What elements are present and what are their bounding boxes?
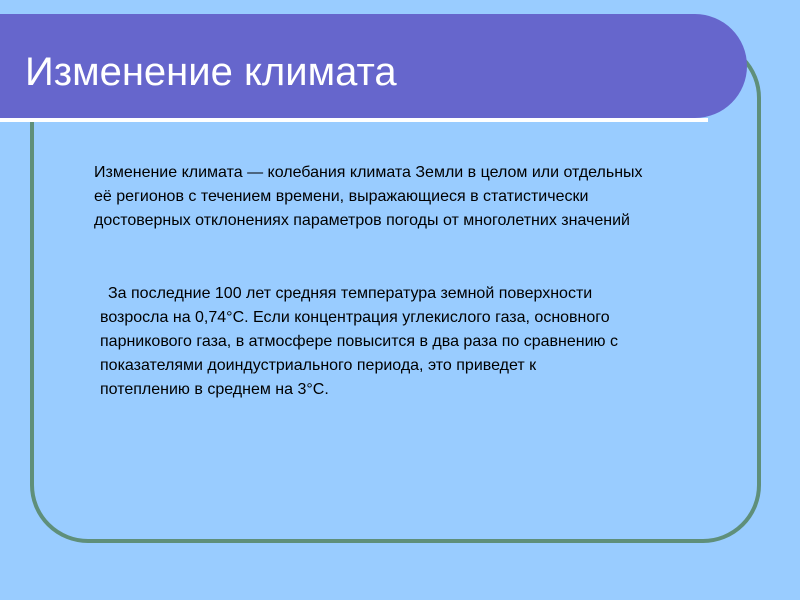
title-underline [0, 118, 708, 122]
definition-paragraph: Изменение климата — колебания климата Земли в целом или отдельных её регионов с течением времени, выражающиеся в статистически достоверных отклонениях параметров погоды от многолетних значений [94, 164, 643, 229]
temperature-paragraph: За последние 100 лет средняя температура земной поверхности возросла на 0,74°С. Если концентрация углекислого газа, основного парникового газа, в атмосфере повысится в два раза по сравнению с показателями доиндустриального периода, это приведет к потеплению в среднем на 3°С. [100, 285, 618, 398]
slide-title: Изменение климата [25, 50, 397, 94]
title-bar [0, 14, 747, 118]
